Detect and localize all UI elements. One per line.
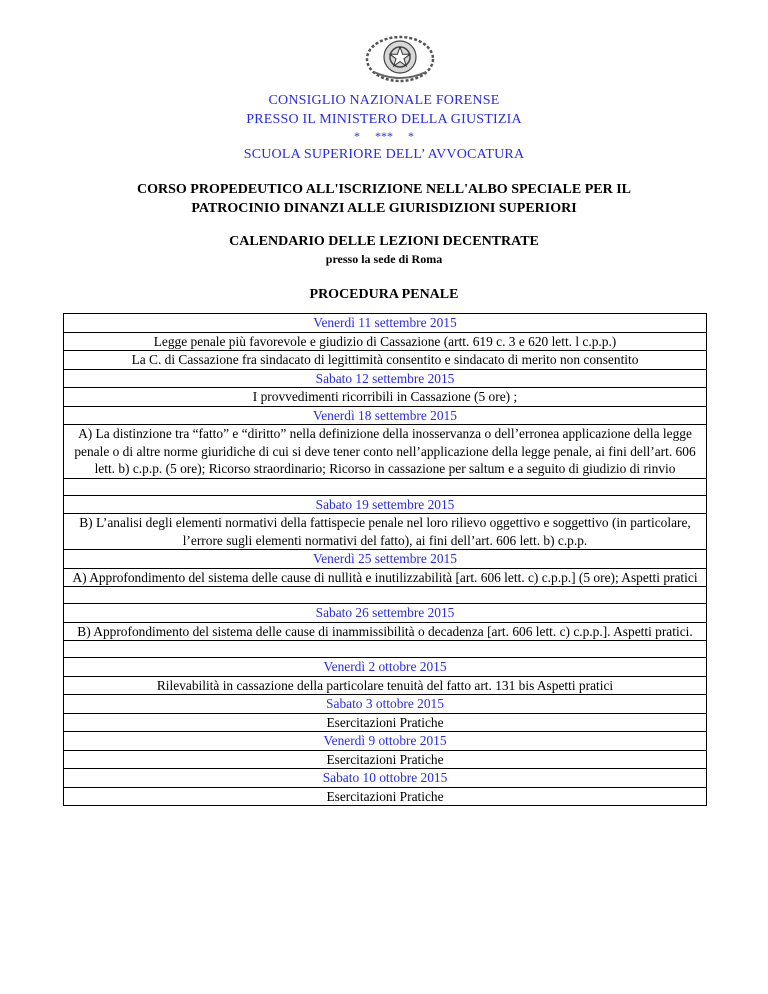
separator-stars: * *** * <box>354 129 414 143</box>
schedule-topic-row: B) L’analisi degli elementi normativi della fattispecie penale nel loro rilievo oggettivo e soggettivo (in particolare, l’errore sugli elementi normativi del fatto), ai fini dell’art. 606 lett. b) c.p.p. <box>64 514 706 550</box>
course-title-line2: PATROCINIO DINANZI ALLE GIURISDIZIONI SUPERIORI <box>191 201 577 216</box>
school-name: SCUOLA SUPERIORE DELL’ AVVOCATURA <box>243 147 525 162</box>
org-ministry: PRESSO IL MINISTERO DELLA GIUSTIZIA <box>246 112 522 127</box>
schedule-topic-row: Esercitazioni Pratiche <box>64 714 706 733</box>
schedule-blank-row <box>64 587 706 604</box>
schedule-topic-row: Esercitazioni Pratiche <box>64 788 706 807</box>
schedule-date-row: Venerdì 25 settembre 2015 <box>64 550 706 569</box>
course-title-line1: CORSO PROPEDEUTICO ALL'ISCRIZIONE NELL'ALBO SPECIALE PER IL <box>137 182 631 197</box>
schedule-date-row: Sabato 26 settembre 2015 <box>64 604 706 623</box>
schedule-topic-row: I provvedimenti ricorribili in Cassazione (5 ore) ; <box>64 388 706 407</box>
schedule-topic-row: Esercitazioni Pratiche <box>64 751 706 770</box>
schedule-date-row: Sabato 19 settembre 2015 <box>64 496 706 515</box>
schedule-date-row: Venerdì 11 settembre 2015 <box>64 314 706 333</box>
subject-heading: PROCEDURA PENALE <box>309 287 459 302</box>
schedule-blank-row <box>64 479 706 496</box>
org-name: CONSIGLIO NAZIONALE FORENSE <box>268 93 500 108</box>
schedule-blank-row <box>64 641 706 658</box>
schedule-topic-row: Legge penale più favorevole e giudizio di Cassazione (artt. 619 c. 3 e 620 lett. l c.p.p.) <box>64 333 706 352</box>
schedule-topic-row: A) La distinzione tra “fatto” e “diritto” nella definizione della inosservanza o dell’erronea applicazione della legge penale o di altre norme giuridiche di cui si deve tener conto nell’applicazione della legge penale, ai fini dell’art. 606 lett. b) c.p.p. (5 ore); Ricorso straordinario; Ricorso in cassazione per saltum e a seguito di giudizio di rinvio <box>64 425 706 479</box>
location-subtitle: presso la sede di Roma <box>325 252 443 266</box>
schedule-topic-row: B) Approfondimento del sistema delle cause di inammissibilità o decadenza [art. 606 lett. c) c.p.p.]. Aspetti pratici. <box>64 623 706 642</box>
schedule-topic-row: A) Approfondimento del sistema delle cause di nullità e inutilizzabilità [art. 606 lett. c) c.p.p.] (5 ore); Aspetti pratici <box>64 569 706 588</box>
schedule-date-row: Sabato 10 ottobre 2015 <box>64 769 706 788</box>
calendar-title: CALENDARIO DELLE LEZIONI DECENTRATE <box>229 234 539 249</box>
schedule-date-row: Venerdì 2 ottobre 2015 <box>64 658 706 677</box>
schedule-topic-row: La C. di Cassazione fra sindacato di legittimità consentito e sindacato di merito non consentito <box>64 351 706 370</box>
schedule-date-row: Sabato 3 ottobre 2015 <box>64 695 706 714</box>
schedule-table <box>63 313 707 806</box>
schedule-date-row: Venerdì 9 ottobre 2015 <box>64 732 706 751</box>
schedule-date-row: Sabato 12 settembre 2015 <box>64 370 706 389</box>
schedule-topic-row: Rilevabilità in cassazione della particolare tenuità del fatto art. 131 bis Aspetti pratici <box>64 677 706 696</box>
schedule-date-row: Venerdì 18 settembre 2015 <box>64 407 706 426</box>
republic-emblem-icon <box>364 34 436 84</box>
